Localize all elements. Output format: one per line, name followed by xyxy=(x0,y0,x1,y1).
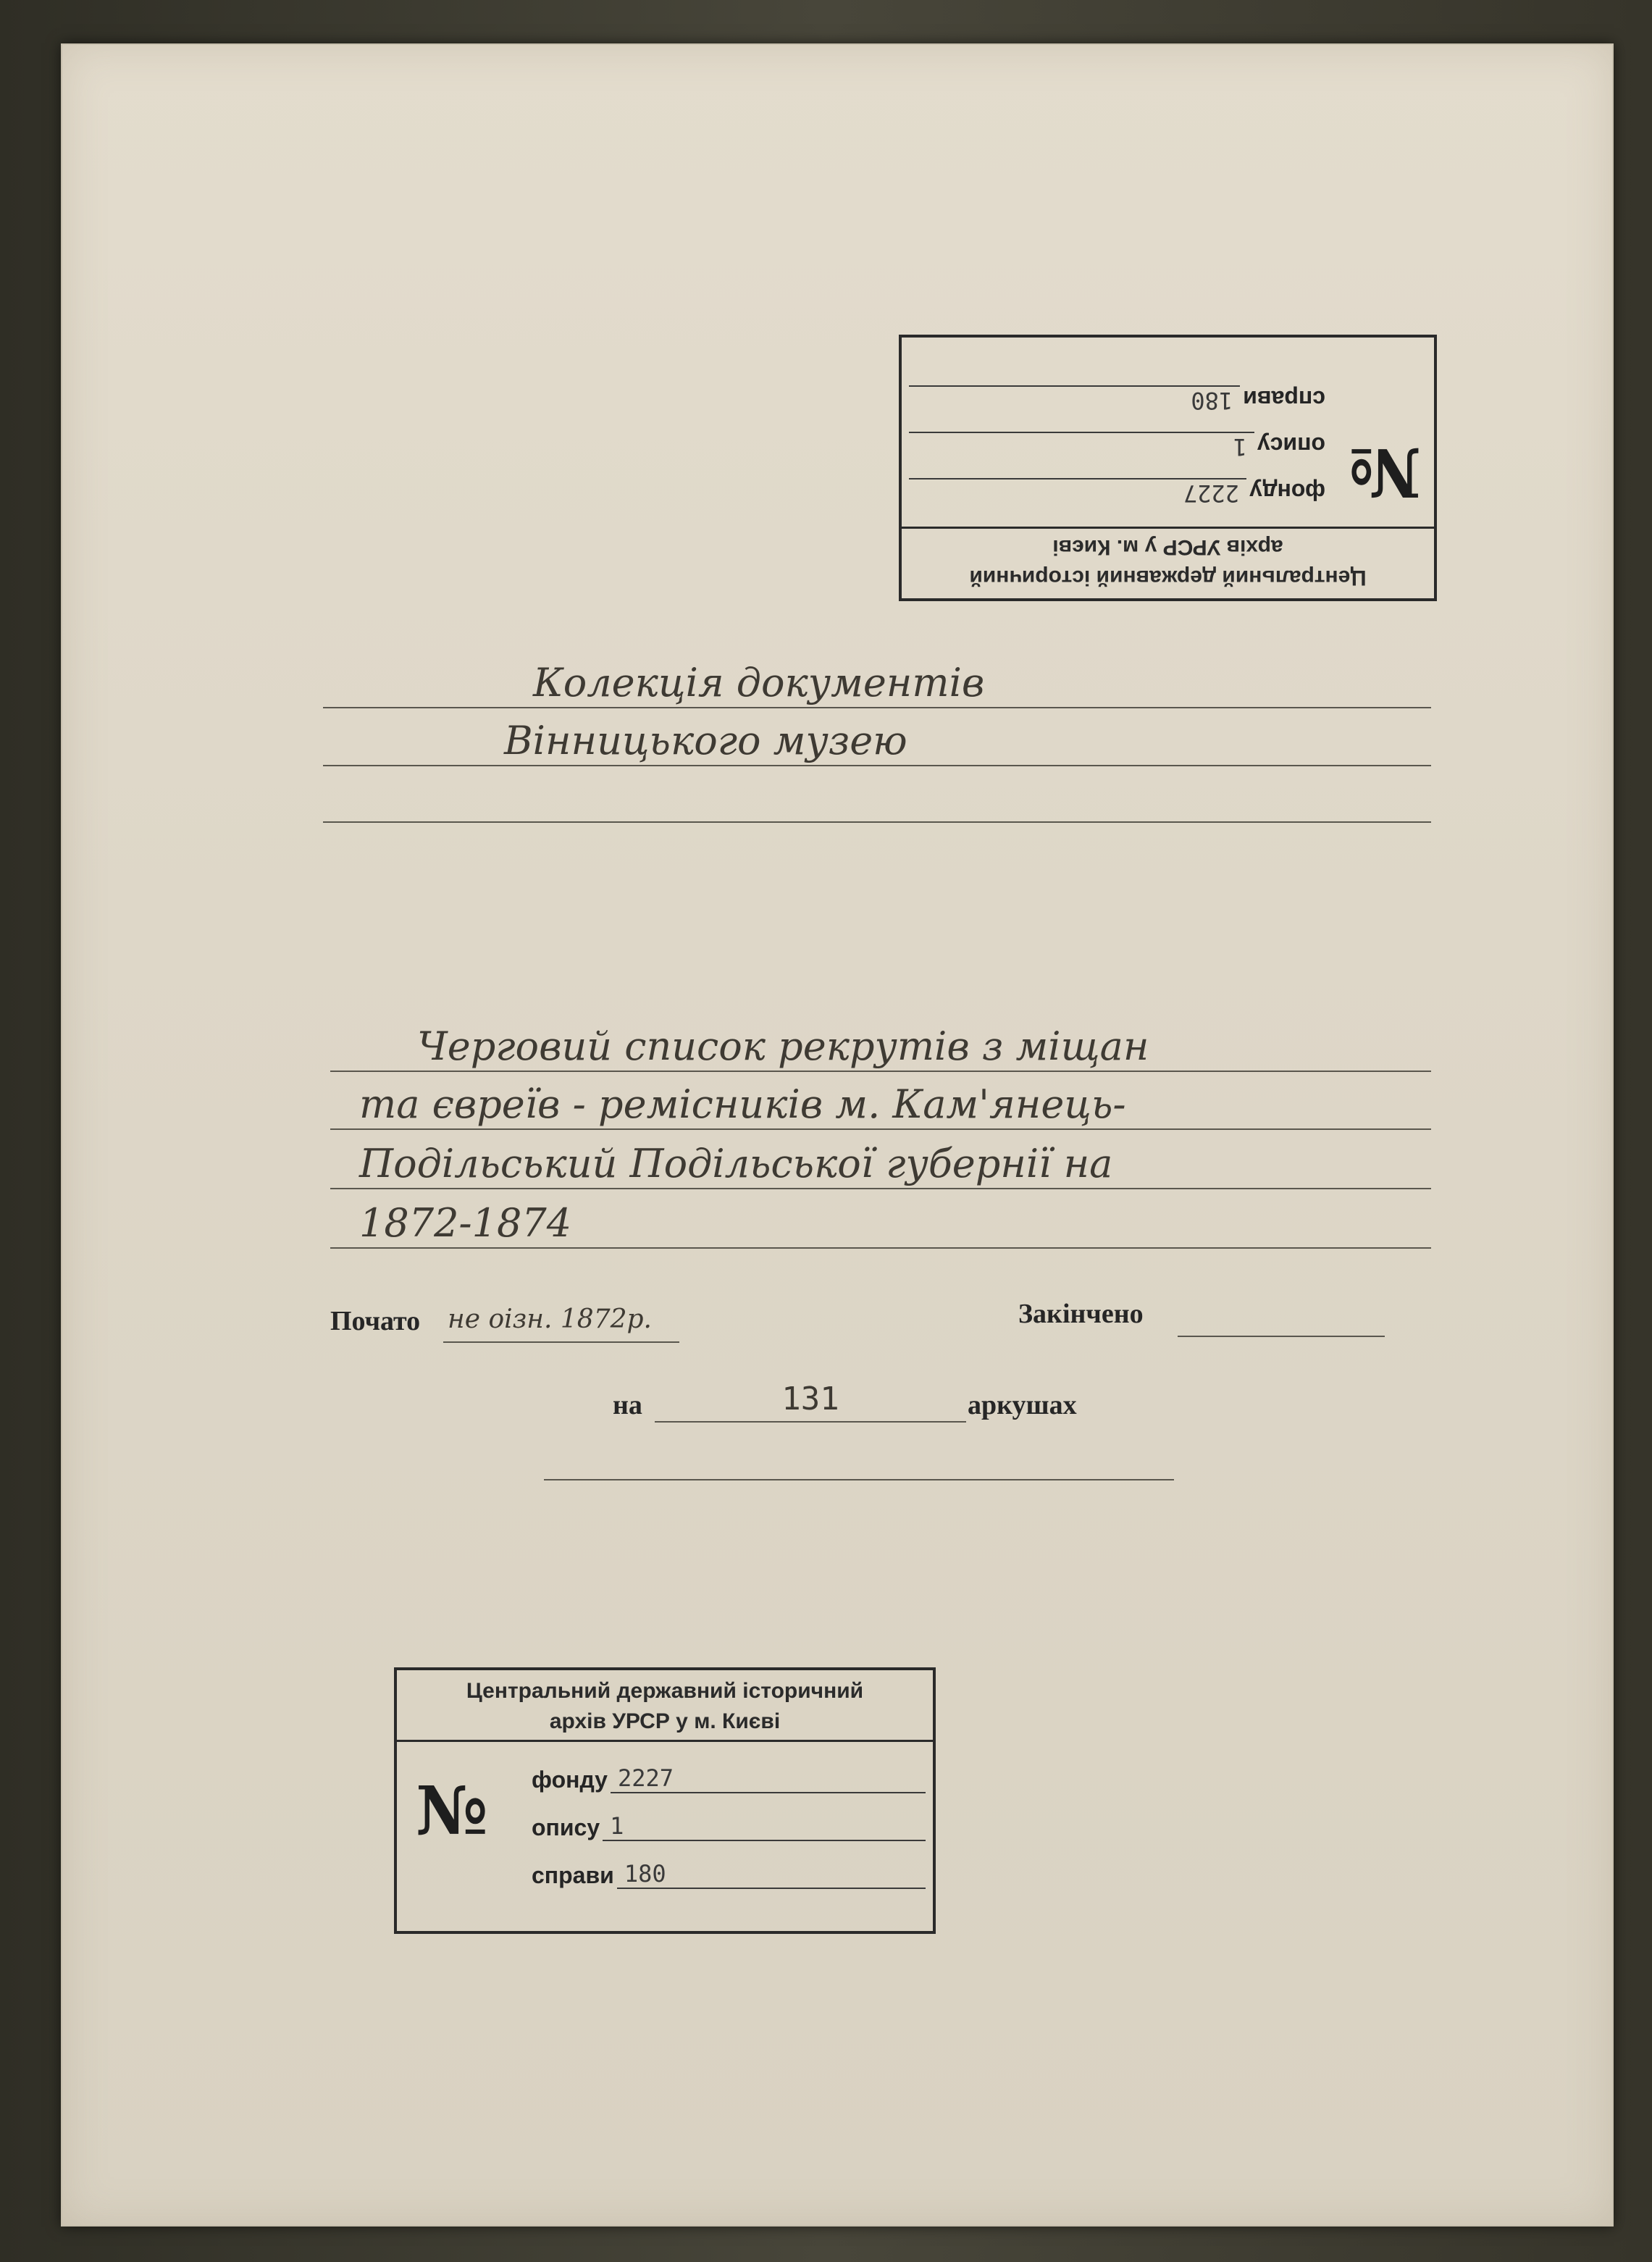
blank-line xyxy=(323,769,1431,823)
sheets-label: аркушах xyxy=(968,1390,1077,1420)
fond-label: фонду xyxy=(532,1767,608,1793)
description-line-3: Подільський Подільської губернії на xyxy=(330,1131,1431,1189)
stamp-fond-row xyxy=(909,478,1325,507)
stamp-sprava-row xyxy=(532,1860,926,1889)
description-line-2: та євреїв - ремісників м. Кам'янець- xyxy=(330,1073,1431,1130)
description-line-4: 1872-1874 xyxy=(330,1191,1431,1249)
archive-stamp xyxy=(394,1667,936,1934)
stamp-institution-line1: Центральний державний історичний xyxy=(969,566,1367,590)
sprava-value: 180 xyxy=(617,1860,926,1889)
opys-value: 1 xyxy=(909,432,1254,461)
sprava-label: справи xyxy=(1243,386,1325,412)
archive-folder-cover xyxy=(61,43,1614,2227)
finished-label: Закінчено xyxy=(1018,1299,1144,1329)
fond-label: фонду xyxy=(1249,479,1325,505)
fond-value: 2227 xyxy=(909,478,1246,507)
started-label: Почато xyxy=(330,1306,421,1336)
sprava-value: 180 xyxy=(909,385,1240,414)
opys-label: опису xyxy=(1257,432,1325,458)
sheets-count: 131 xyxy=(655,1378,966,1423)
opys-value: 1 xyxy=(603,1812,926,1841)
stamp-institution-line2: архів УРСР у м. Києві xyxy=(549,1709,781,1733)
stamp-opys-row xyxy=(909,432,1325,461)
stamp-divider xyxy=(397,1740,933,1742)
number-sign: № xyxy=(1349,433,1421,511)
opys-label: опису xyxy=(532,1814,600,1840)
number-sign: № xyxy=(416,1772,488,1850)
archive-stamp-upside-down xyxy=(899,335,1437,601)
stamp-institution-line2: архів УРСР у м. Києві xyxy=(1052,535,1283,559)
finished-value xyxy=(1178,1298,1385,1337)
sprava-label: справи xyxy=(532,1862,614,1888)
signature-line xyxy=(544,1465,1174,1480)
collection-line-1: Колекція документів xyxy=(323,632,1431,708)
collection-line-2: Вінницького музею xyxy=(323,711,1431,766)
description-line-1: Черговий список рекрутів з міщан xyxy=(330,1001,1431,1072)
on-label: на xyxy=(613,1390,642,1420)
stamp-institution-line1: Центральний державний історичний xyxy=(466,1679,864,1703)
fond-value: 2227 xyxy=(611,1764,926,1793)
stamp-sprava-row xyxy=(909,385,1325,414)
started-value: не оізн. 1872р. xyxy=(443,1298,679,1343)
stamp-fond-row xyxy=(532,1764,926,1793)
stamp-opys-row xyxy=(532,1812,926,1841)
stamp-divider xyxy=(902,527,1434,529)
